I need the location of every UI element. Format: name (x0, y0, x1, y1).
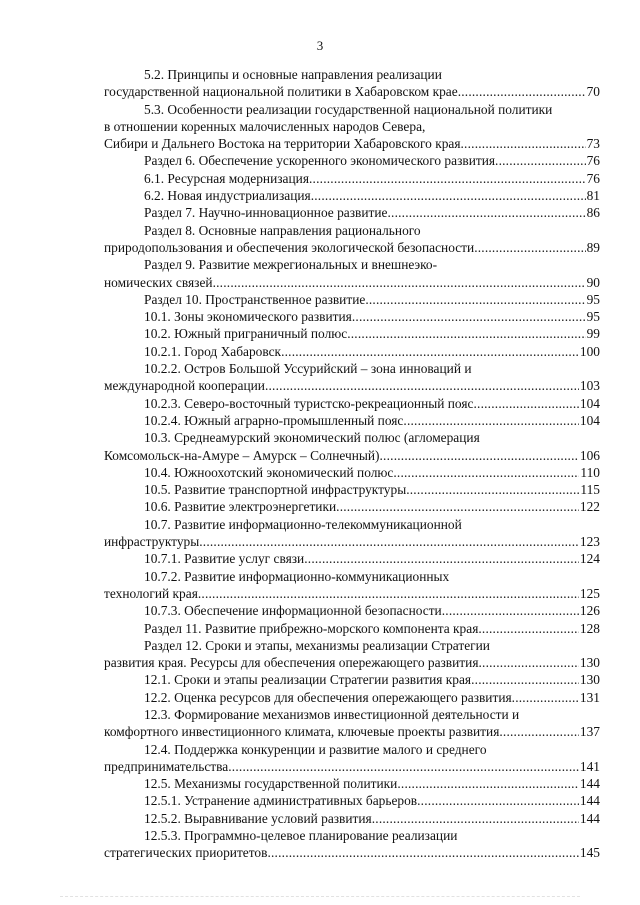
toc-entry-title: 10.4. Южноохотский экономический полюс (144, 464, 394, 480)
toc-dot-leader (417, 792, 579, 809)
toc-entry-title: 10.7.3. Обеспечение информационной безопасности (144, 603, 442, 619)
toc-entry-title: комфортного инвестиционного климата, ключевые проекты развития (104, 724, 500, 740)
toc-entry (104, 291, 600, 308)
toc-dot-leader (372, 810, 579, 827)
toc-entry-title: Раздел 9. Развитие межрегиональных и внешнеэко- (144, 257, 438, 273)
toc-dot-leader (380, 447, 579, 464)
toc-page-number: 145 (579, 845, 600, 861)
toc-entry-title: 12.5.1. Устранение административных барьеров (144, 793, 418, 809)
toc-dot-leader (304, 550, 579, 567)
toc-dot-leader (403, 412, 579, 429)
toc-entry-line (104, 325, 600, 342)
toc-entry-title: в отношении коренных малочисленных народов Севера, (104, 118, 426, 134)
toc-page-number: 141 (579, 758, 600, 774)
toc-dot-leader (406, 481, 579, 498)
toc-entry-title: предпринимательства (104, 758, 229, 774)
toc-page-number: 90 (586, 274, 600, 290)
toc-page-number: 99 (586, 326, 600, 342)
toc-entry (104, 66, 600, 101)
toc-entry-line (104, 654, 600, 671)
toc-entry-line (104, 637, 600, 654)
toc-entry (104, 464, 600, 481)
toc-entry-title: технологий края (104, 585, 198, 601)
toc-entry (104, 360, 600, 395)
toc-entry-title: 10.2. Южный приграничный полюс (144, 326, 348, 342)
toc-entry-title: 10.7.2. Развитие информационно-коммуникационных (144, 568, 450, 584)
toc-dot-leader (461, 135, 586, 152)
toc-entry-title: Раздел 12. Сроки и этапы, механизмы реализации Стратегии (144, 637, 490, 653)
toc-page-number: 81 (586, 188, 600, 204)
toc-entry-title: номических связей (104, 274, 213, 290)
toc-entry-title: 12.3. Формирование механизмов инвестиционной деятельности и (144, 706, 520, 722)
toc-page-number: 115 (580, 482, 600, 498)
toc-entry-title: стратегических приоритетов (104, 845, 268, 861)
toc-page-number: 131 (579, 689, 600, 705)
toc-page-number: 106 (579, 447, 600, 463)
toc-entry-title: 12.5. Механизмы государственной политики (144, 776, 398, 792)
toc-page-number: 70 (586, 84, 600, 100)
toc-entry-title: 10.7. Развитие информационно-телекоммуникационной (144, 516, 462, 532)
toc-entry-line (104, 706, 600, 723)
toc-entry-line (104, 810, 600, 827)
toc-entry (104, 170, 600, 187)
toc-entry-title: 12.2. Оценка ресурсов для обеспечения опережающего развития (144, 689, 512, 705)
toc-entry (104, 412, 600, 429)
toc-entry-title: Комсомольск-на-Амуре – Амурск – Солнечный) (104, 447, 380, 463)
toc-entry-title: 6.2. Новая индустриализация (144, 188, 311, 204)
toc-entry-line (104, 360, 600, 377)
toc-dot-leader (495, 152, 586, 169)
toc-page-number: 144 (579, 810, 600, 826)
toc-entry-title: 6.1. Ресурсная модернизация (144, 170, 309, 186)
toc-entry-title: Раздел 11. Развитие прибрежно-морского компонента края (144, 620, 479, 636)
toc-entry (104, 308, 600, 325)
toc-entry-line (104, 620, 600, 637)
toc-page-number: 104 (579, 412, 600, 428)
toc-entry (104, 792, 600, 809)
toc-page-number: 144 (579, 776, 600, 792)
toc-entry-line (104, 135, 600, 152)
toc-entry (104, 671, 600, 688)
toc-entry-title: природопользования и обеспечения экологической безопасности (104, 239, 475, 255)
toc-entry-line (104, 758, 600, 775)
toc-dot-leader (458, 83, 586, 100)
toc-entry (104, 550, 600, 567)
toc-entry (104, 101, 600, 153)
toc-entry-line (104, 464, 600, 481)
toc-dot-leader (387, 204, 585, 221)
toc-entry (104, 516, 600, 551)
toc-entry-line (104, 827, 600, 844)
toc-entry (104, 222, 600, 257)
toc-entry-title: 12.4. Поддержка конкуренции и развитие малого и среднего (144, 741, 487, 757)
toc-entry-line (104, 222, 600, 239)
toc-entry-line (104, 83, 600, 100)
toc-dot-leader (267, 844, 578, 861)
toc-entry-line (104, 66, 600, 83)
toc-entry (104, 481, 600, 498)
toc-page-number: 125 (579, 585, 600, 601)
toc-entry-title: 10.3. Среднеамурский экономический полюс (агломерация (144, 430, 480, 446)
toc-entry (104, 256, 600, 291)
toc-entry (104, 689, 600, 706)
toc-entry-line (104, 308, 600, 325)
toc-entry-title: 10.2.4. Южный аграрно-промышленный пояс (144, 412, 404, 428)
toc-entry-line (104, 256, 600, 273)
toc-entry-line (104, 274, 600, 291)
toc-page-number: 137 (579, 724, 600, 740)
toc-dot-leader (265, 377, 579, 394)
toc-page-number: 95 (586, 291, 600, 307)
toc-page-number: 73 (586, 136, 600, 152)
toc-entry-title: 10.2.3. Северо-восточный туристско-рекреационный пояс (144, 395, 474, 411)
toc-dot-leader (471, 671, 579, 688)
toc-entry-line (104, 343, 600, 360)
toc-entry-line (104, 429, 600, 446)
toc-dot-leader (474, 239, 585, 256)
toc-dot-leader (442, 602, 579, 619)
toc-entry-line (104, 239, 600, 256)
toc-entry-line (104, 187, 600, 204)
toc-page-number: 104 (579, 395, 600, 411)
toc-entry (104, 602, 600, 619)
toc-entry-title: 12.1. Сроки и этапы реализации Стратегии развития края (144, 672, 472, 688)
toc-dot-leader (512, 689, 579, 706)
toc-entry-line (104, 447, 600, 464)
toc-entry-title: Сибири и Дальнего Востока на территории Хабаровского края (104, 136, 461, 152)
toc-entry (104, 810, 600, 827)
toc-entry (104, 325, 600, 342)
toc-entry-line (104, 395, 600, 412)
toc-entry (104, 775, 600, 792)
toc-page-number: 103 (579, 378, 600, 394)
toc-entry (104, 620, 600, 637)
toc-dot-leader (397, 775, 579, 792)
toc-entry-line (104, 585, 600, 602)
page-number: 3 (316, 38, 324, 53)
toc-dot-leader (309, 170, 586, 187)
toc-dot-leader (499, 723, 579, 740)
toc-entry-title: 10.2.1. Город Хабаровск (144, 343, 282, 359)
toc-entry-title: Раздел 7. Научно-инновационное развитие (144, 205, 388, 221)
toc-dot-leader (473, 395, 578, 412)
toc-page-number: 76 (586, 170, 600, 186)
toc-entry-title: 10.7.1. Развитие услуг связи (144, 551, 305, 567)
toc-entry-line (104, 170, 600, 187)
toc-entry-line (104, 101, 600, 118)
toc-dot-leader (365, 291, 585, 308)
toc-entry (104, 706, 600, 741)
toc-dot-leader (228, 758, 579, 775)
toc-entry-line (104, 775, 600, 792)
toc-entry (104, 187, 600, 204)
toc-page-number: 76 (586, 153, 600, 169)
toc-entry (104, 827, 600, 862)
toc-entry-line (104, 377, 600, 394)
toc-entry (104, 343, 600, 360)
toc-entry (104, 152, 600, 169)
toc-entry-line (104, 412, 600, 429)
toc-entry-title: 12.5.2. Выравнивание условий развития (144, 810, 372, 826)
toc-entry (104, 204, 600, 221)
toc-dot-leader (478, 654, 578, 671)
toc-entry-title: 10.5. Развитие транспортной инфраструктуры (144, 482, 407, 498)
toc-dot-leader (213, 274, 586, 291)
toc-entry-title: 12.5.3. Программно-целевое планирование реализации (144, 828, 458, 844)
toc-entry-line (104, 550, 600, 567)
toc-entry (104, 568, 600, 603)
toc-entry-line (104, 533, 600, 550)
toc-entry-line (104, 792, 600, 809)
toc-page-number: 89 (586, 239, 600, 255)
scan-artifact-line (60, 896, 580, 900)
toc-dot-leader (347, 325, 585, 342)
toc-entry-line (104, 291, 600, 308)
toc-page-number: 128 (579, 620, 600, 636)
toc-entry-title: 10.2.2. Остров Большой Уссурийский – зона инноваций и (144, 361, 472, 377)
toc-entry-line (104, 602, 600, 619)
toc-entry-line (104, 671, 600, 688)
toc-entry-line (104, 516, 600, 533)
toc-entry-line (104, 741, 600, 758)
toc-page-number: 122 (579, 499, 600, 515)
toc-dot-leader (199, 533, 579, 550)
toc-dot-leader (478, 620, 579, 637)
toc-page-number: 144 (579, 793, 600, 809)
toc-page-number: 124 (579, 551, 600, 567)
toc-entry-line (104, 481, 600, 498)
toc-entry-title: Раздел 6. Обеспечение ускоренного экономического развития (144, 153, 496, 169)
toc-entry-line (104, 118, 600, 135)
toc-entry-title: международной кооперации (104, 378, 265, 394)
toc-page-number: 95 (586, 309, 600, 325)
toc-dot-leader (198, 585, 579, 602)
toc-entry-title: 5.2. Принципы и основные направления реализации (144, 67, 442, 82)
toc-entry-line (104, 204, 600, 221)
toc-entry (104, 498, 600, 515)
toc-entry-title: 5.3. Особенности реализации государственной национальной политики (144, 101, 553, 117)
toc-entry-title: Раздел 8. Основные направления рационального (144, 222, 421, 238)
toc-page-number: 123 (579, 534, 600, 550)
table-of-contents (104, 66, 600, 862)
toc-page-number: 110 (580, 464, 600, 480)
toc-entry-line (104, 498, 600, 515)
toc-entry-line (104, 152, 600, 169)
toc-dot-leader (393, 464, 579, 481)
toc-entry-title: Раздел 10. Пространственное развитие (144, 291, 366, 307)
toc-dot-leader (336, 498, 579, 515)
toc-entry-title: развития края. Ресурсы для обеспечения опережающего развития (104, 655, 479, 671)
toc-entry-title: государственной национальной политики в Хабаровском крае (104, 84, 458, 100)
toc-entry-title: инфраструктуры (104, 534, 200, 550)
toc-entry-line (104, 723, 600, 740)
toc-entry-title: 10.6. Развитие электроэнергетики (144, 499, 337, 515)
toc-dot-leader (281, 343, 579, 360)
toc-entry-line (104, 689, 600, 706)
toc-entry (104, 741, 600, 776)
toc-entry-title: 10.1. Зоны экономического развития (144, 309, 352, 325)
toc-entry (104, 637, 600, 672)
toc-page-number: 130 (579, 672, 600, 688)
toc-page-number: 130 (579, 655, 600, 671)
toc-dot-leader (311, 187, 586, 204)
toc-entry (104, 395, 600, 412)
toc-entry (104, 429, 600, 464)
toc-entry-line (104, 844, 600, 861)
toc-page-number: 100 (579, 343, 600, 359)
toc-page-number: 86 (586, 205, 600, 221)
toc-entry-line (104, 568, 600, 585)
toc-dot-leader (352, 308, 586, 325)
toc-page-number: 126 (579, 603, 600, 619)
